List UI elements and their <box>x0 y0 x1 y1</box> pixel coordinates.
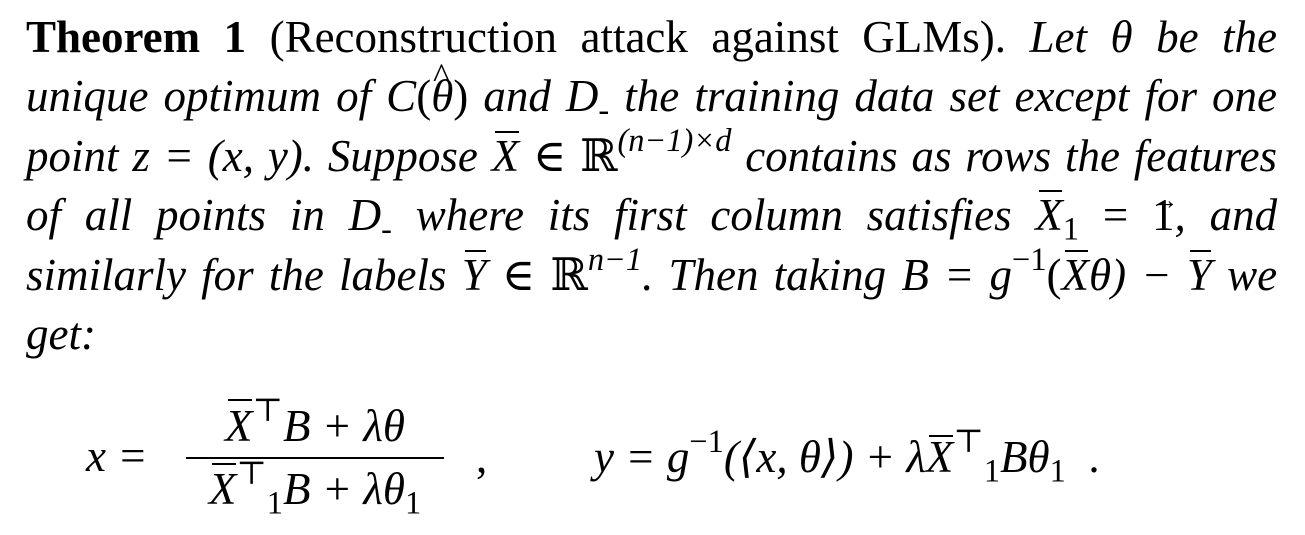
math-B-def: $B = g^{-1}(X\theta) - Y$ <box>901 250 1212 300</box>
math-D-minus: $D_-$ <box>565 71 610 129</box>
math-theta-hat: ^ θ <box>431 67 453 126</box>
text-first-column: where its first column satisfies <box>415 190 1012 240</box>
text-suppose: Suppose <box>327 131 478 181</box>
theorem-body <box>26 12 1277 359</box>
text-we-get: we get: <box>26 250 1278 359</box>
math-theta: θ <box>1110 12 1133 62</box>
theorem-paragraph <box>26 8 1277 364</box>
text-similarly-labels: , and similarly for the labels <box>26 190 1278 300</box>
theorem-label: Theorem 1 <box>26 12 247 62</box>
math-C: C(^ θ) <box>386 71 468 121</box>
one-vector: → 1 <box>1152 186 1175 245</box>
display-equation <box>0 393 1305 523</box>
math-Ybar-in-R: Y ∈ ℝ$^{n-1}$ <box>462 250 642 300</box>
math-D-minus-2: $D_-$ <box>348 190 392 248</box>
text-unique-optimum: be the unique optimum of <box>26 12 1277 121</box>
math-X1-eq-one: $X_1$ = → 1 <box>1035 190 1174 240</box>
text-then-taking: . Then taking <box>642 250 887 300</box>
eq-y: $y = g^{-1}(⟨x$, θ⟩) + $\lambda X^⊤_1B\theta_1$ . <box>594 423 1100 490</box>
theorem-title: (Reconstruction attack against GLMs). <box>269 12 1007 62</box>
eq-numerator: X⊤B + λθ <box>225 393 405 457</box>
eq-comma: , <box>476 432 488 482</box>
math-Xbar-in-R: X ∈ ℝ$^{(n-1)\times d}$ <box>492 131 732 181</box>
text-let: Let <box>1029 12 1088 62</box>
eq-fraction <box>186 392 444 522</box>
text-training-set: the training data set except for one point <box>26 71 1278 181</box>
text-and: and <box>483 71 551 121</box>
text-contains-rows: contains as rows the features of all points in <box>26 131 1278 240</box>
math-z-def: z = (x, y). <box>132 131 315 181</box>
eq-x-lhs: x = <box>86 431 148 481</box>
eq-denominator: $X^⊤_1B + \lambda\theta_1$ <box>208 455 422 522</box>
